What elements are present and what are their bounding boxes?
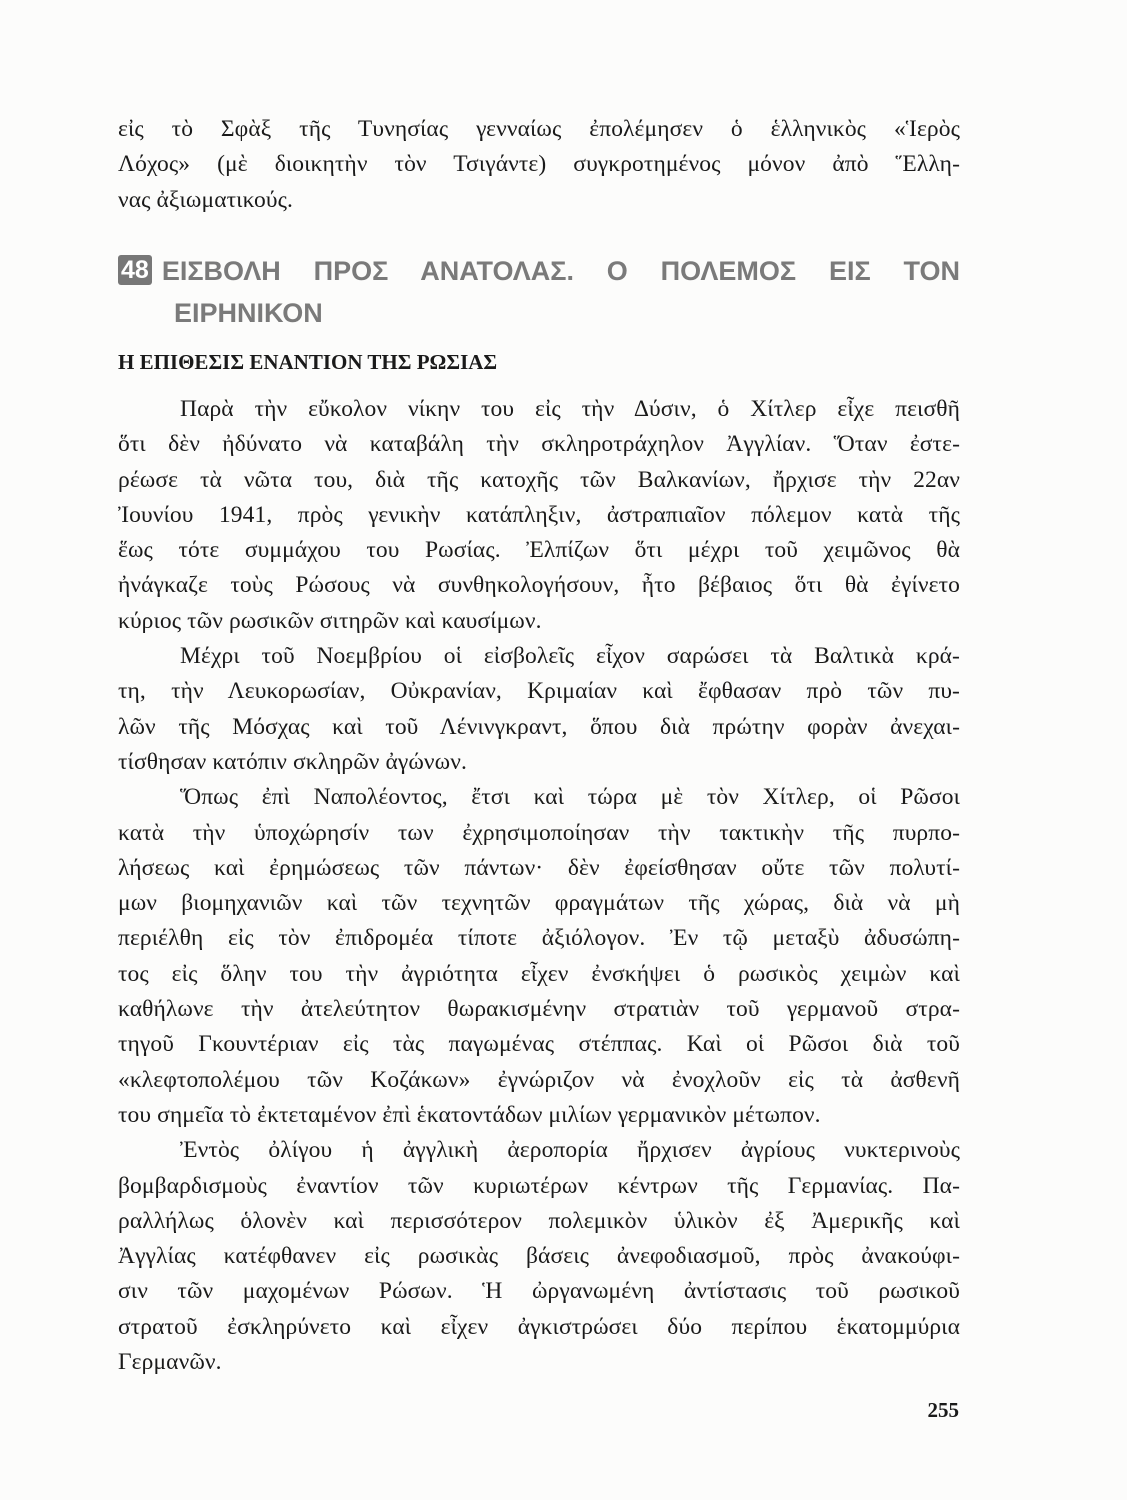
text-line: Ὅπως ἐπὶ Ναπολέοντος, ἔτσι καὶ τώρα μὲ τὸν Χίτλερ, οἱ Ρῶσοι [180, 784, 960, 811]
text-line: ἕως τότε συμμάχου του Ρωσίας. Ἐλπίζων ὅτι μέχρι τοῦ χειμῶνος θὰ [118, 537, 960, 564]
paragraph [118, 780, 960, 1133]
text-line: τος εἰς ὅλην του τὴν ἀγριότητα εἶχεν ἐνσκήψει ὁ ρωσικὸς χειμὼν καὶ [118, 960, 960, 987]
paragraph [118, 1133, 960, 1380]
text-line: «κλεφτοπολέμου τῶν Κοζάκων» ἐγνώριζον νὰ ἐνοχλοῦν εἰς τὰ ἀσθενῆ [118, 1066, 960, 1093]
body-text [118, 392, 960, 1380]
paragraph [118, 392, 960, 639]
text-line: σιν τῶν μαχομένων Ρώσων. Ἡ ὠργανωμένη ἀντίστασις τοῦ ρωσικοῦ [118, 1278, 960, 1305]
text-line: τη, τὴν Λευκορωσίαν, Οὐκρανίαν, Κριμαίαν καὶ ἔφθασαν πρὸ τῶν πυ- [118, 678, 960, 705]
text-line: τίσθησαν κατόπιν σκληρῶν ἀγώνων. [118, 748, 467, 775]
text-line: λῶν τῆς Μόσχας καὶ τοῦ Λένινγκραντ, ὅπου διὰ πρώτην φορὰν ἀνεχαι- [118, 713, 960, 740]
text-line: κύριος τῶν ρωσικῶν σιτηρῶν καὶ καυσίμων. [118, 607, 542, 634]
intro-paragraph [118, 112, 960, 218]
text-line: Ἀγγλίας κατέφθανεν εἰς ρωσικὰς βάσεις ἀνεφοδιασμοῦ, πρὸς ἀνακούφι- [118, 1243, 960, 1270]
text-line: ἠνάγκαζε τοὺς Ρώσους νὰ συνθηκολογήσουν, ἦτο βέβαιος ὅτι θὰ ἐγίνετο [118, 572, 960, 599]
text-line: ὅτι δὲν ἠδύνατο νὰ καταβάλη τὴν σκληροτράχηλον Ἀγγλίαν. Ὅταν ἐστε- [118, 431, 960, 458]
text-line: Μέχρι τοῦ Νοεμβρίου οἱ εἰσβολεῖς εἶχον σαρώσει τὰ Βαλτικὰ κρά- [180, 643, 960, 670]
paragraph [118, 639, 960, 780]
text-line: τηγοῦ Γκουντέριαν εἰς τὰς παγωμένας στέππας. Καὶ οἱ Ρῶσοι διὰ τοῦ [118, 1031, 960, 1058]
text-line: του σημεῖα τὸ ἐκτεταμένον ἐπὶ ἑκατοντάδων μιλίων γερμανικὸν μέτωπον. [118, 1101, 821, 1128]
text-line: κατὰ τὴν ὑποχώρησίν των ἐχρησιμοποίησαν τὴν τακτικὴν τῆς πυρπο- [118, 819, 960, 846]
section-title-part-1: ΕΙΣΒΟΛΗ ΠΡΟΣ ΑΝΑΤΟΛΑΣ. Ο ΠΟΛΕΜΟΣ ΕΙΣ ΤΟΝ [161, 256, 960, 286]
text-line: βομβαρδισμοὺς ἐναντίον τῶν κυριωτέρων κέντρων τῆς Γερμανίας. Πα- [118, 1172, 960, 1199]
text-line: λήσεως καὶ ἐρημώσεως τῶν πάντων· δὲν ἐφείσθησαν οὔτε τῶν πολυτί- [118, 854, 960, 881]
text-line: εἰς τὸ Σφὰξ τῆς Τυνησίας γενναίως ἐπολέμησεν ὁ ἑλληνικὸς «Ἱερὸς [118, 116, 960, 142]
text-line: νας ἀξιωματικούς. [118, 186, 293, 213]
section-title-part-2: ΕΙΡΗΝΙΚΟΝ [174, 298, 323, 328]
text-line: Ἐντὸς ὀλίγου ἡ ἀγγλικὴ ἀεροπορία ἤρχισεν ἀγρίους νυκτερινοὺς [180, 1137, 960, 1164]
text-line: μων βιομηχανιῶν καὶ τῶν τεχνητῶν φραγμάτων τῆς χώρας, διὰ νὰ μὴ [118, 890, 960, 917]
text-line: Λόχος» (μὲ διοικητὴν τὸν Τσιγάντε) συγκροτημένος μόνον ἀπὸ Ἕλλη- [118, 151, 960, 178]
text-line: ραλλήλως ὁλονὲν καὶ περισσότερον πολεμικὸν ὑλικὸν ἐξ Ἀμερικῆς καὶ [118, 1207, 960, 1234]
subheading: Η ΕΠΙΘΕΣΙΣ ΕΝΑΝΤΙΟΝ ΤΗΣ ΡΩΣΙΑΣ [118, 350, 498, 374]
text-line: στρατοῦ ἐσκληρύνετο καὶ εἶχεν ἀγκιστρώσει δύο περίπου ἑκατομμύρια [118, 1313, 960, 1340]
text-line: περιέλθη εἰς τὸν ἐπιδρομέα τίποτε ἀξιόλογον. Ἐν τῷ μεταξὺ ἀδυσώπη- [118, 925, 960, 952]
text-line: Παρὰ τὴν εὔκολον νίκην του εἰς τὴν Δύσιν, ὁ Χίτλερ εἶχε πεισθῆ [180, 396, 960, 422]
text-line: Γερμανῶν. [118, 1349, 222, 1376]
text-line: ρέωσε τὰ νῶτα του, διὰ τῆς κατοχῆς τῶν Βαλκανίων, ἤρχισε τὴν 22αν [118, 466, 960, 493]
text-line: καθήλωνε τὴν ἀτελεύτητον θωρακισμένην στρατιὰν τοῦ γερμανοῦ στρα- [118, 996, 960, 1023]
section-heading [118, 250, 960, 334]
page-number: 255 [927, 1398, 959, 1422]
section-heading-line-1 [118, 250, 960, 292]
section-number-badge: 48 [118, 255, 152, 285]
text-line: Ἰουνίου 1941, πρὸς γενικὴν κατάπληξιν, ἀστραπιαῖον πόλεμον κατὰ τῆς [118, 501, 960, 528]
